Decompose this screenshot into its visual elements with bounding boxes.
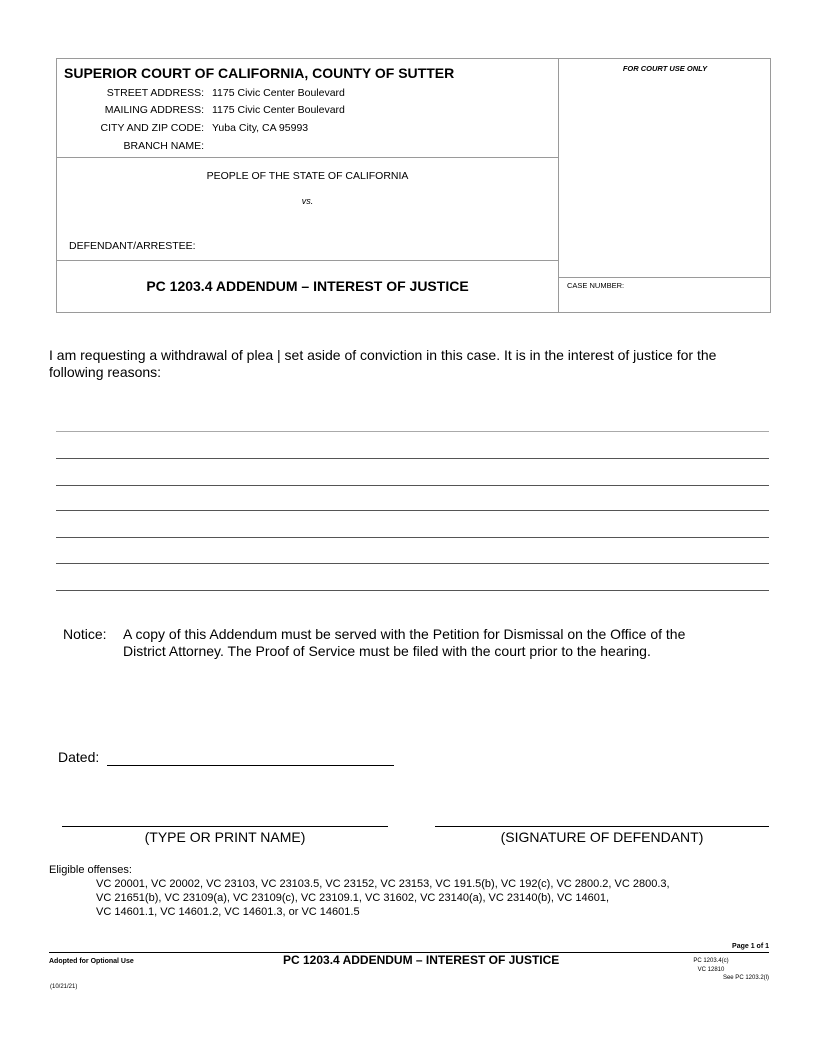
notice-label: Notice: (63, 626, 107, 642)
reason-line[interactable] (56, 563, 769, 564)
court-name: SUPERIOR COURT OF CALIFORNIA, COUNTY OF SUTTER (64, 65, 455, 81)
case-number-divider (559, 277, 771, 278)
revision-date: (10/21/21) (50, 984, 78, 990)
notice-line-2: District Attorney. The Proof of Service must be filed with the court prior to the hearing. (123, 643, 651, 659)
reason-line[interactable] (56, 510, 769, 511)
form-title: PC 1203.4 ADDENDUM – INTEREST OF JUSTICE (146, 278, 469, 294)
branch-name-label: BRANCH NAME: (123, 140, 204, 152)
signature-field[interactable] (435, 826, 769, 827)
caption-divider (56, 157, 559, 158)
page-number: Page 1 of 1 (732, 943, 769, 950)
eligible-line-1: VC 20001, VC 20002, VC 23103, VC 23103.5, VC 23152, VC 23153, VC 191.5(b), VC 192(c), VC 2800.2, VC 2800.3, (96, 878, 670, 890)
city-zip-label: CITY AND ZIP CODE: (100, 122, 204, 134)
print-name-caption: (TYPE OR PRINT NAME) (144, 829, 306, 845)
mailing-address-label: MAILING ADDRESS: (104, 104, 204, 116)
reason-line[interactable] (56, 431, 769, 432)
eligible-line-2: VC 21651(b), VC 23109(a), VC 23109(c), VC 23109.1, VC 31602, VC 23140(a), VC 23140(b), VC 14601, (96, 892, 610, 904)
signature-caption: (SIGNATURE OF DEFENDANT) (500, 829, 704, 845)
print-name-field[interactable] (62, 826, 388, 827)
reason-line[interactable] (56, 590, 769, 591)
reason-line[interactable] (56, 458, 769, 459)
dated-field[interactable] (107, 765, 394, 766)
street-address-value: 1175 Civic Center Boulevard (212, 87, 345, 99)
vs-label: vs. (301, 196, 314, 206)
ref-see: See PC 1203.2(l) (722, 975, 769, 981)
request-text: I am requesting a withdrawal of plea | set aside of conviction in this case. It is in the interest of justice for the following reasons: (49, 347, 717, 380)
court-use-label: FOR COURT USE ONLY (622, 64, 708, 73)
city-zip-value: Yuba City, CA 95993 (212, 122, 309, 134)
eligible-line-3: VC 14601.1, VC 14601.2, VC 14601.3, or VC 14601.5 (96, 906, 360, 918)
case-number-label: CASE NUMBER: (567, 281, 625, 290)
footer-title: PC 1203.4 ADDENDUM – INTEREST OF JUSTICE (283, 953, 560, 967)
dated-label: Dated: (58, 749, 100, 765)
defendant-label: DEFENDANT/ARRESTEE: (69, 240, 196, 252)
reason-line[interactable] (56, 537, 769, 538)
eligible-label: Eligible offenses: (49, 864, 132, 876)
mailing-address-value: 1175 Civic Center Boulevard (212, 104, 345, 116)
reason-line[interactable] (56, 485, 769, 486)
ref-pc: PC 1203.4(c) (693, 958, 729, 964)
notice-line-1: A copy of this Addendum must be served with the Petition for Dismissal on the Office of the (123, 626, 686, 642)
parties-divider (56, 260, 559, 261)
adopted-label: Adopted for Optional Use (49, 958, 134, 965)
people-label: PEOPLE OF THE STATE OF CALIFORNIA (206, 170, 409, 182)
street-address-label: STREET ADDRESS: (106, 87, 204, 99)
ref-vc: VC 12810 (697, 967, 725, 973)
court-use-box (559, 58, 771, 313)
